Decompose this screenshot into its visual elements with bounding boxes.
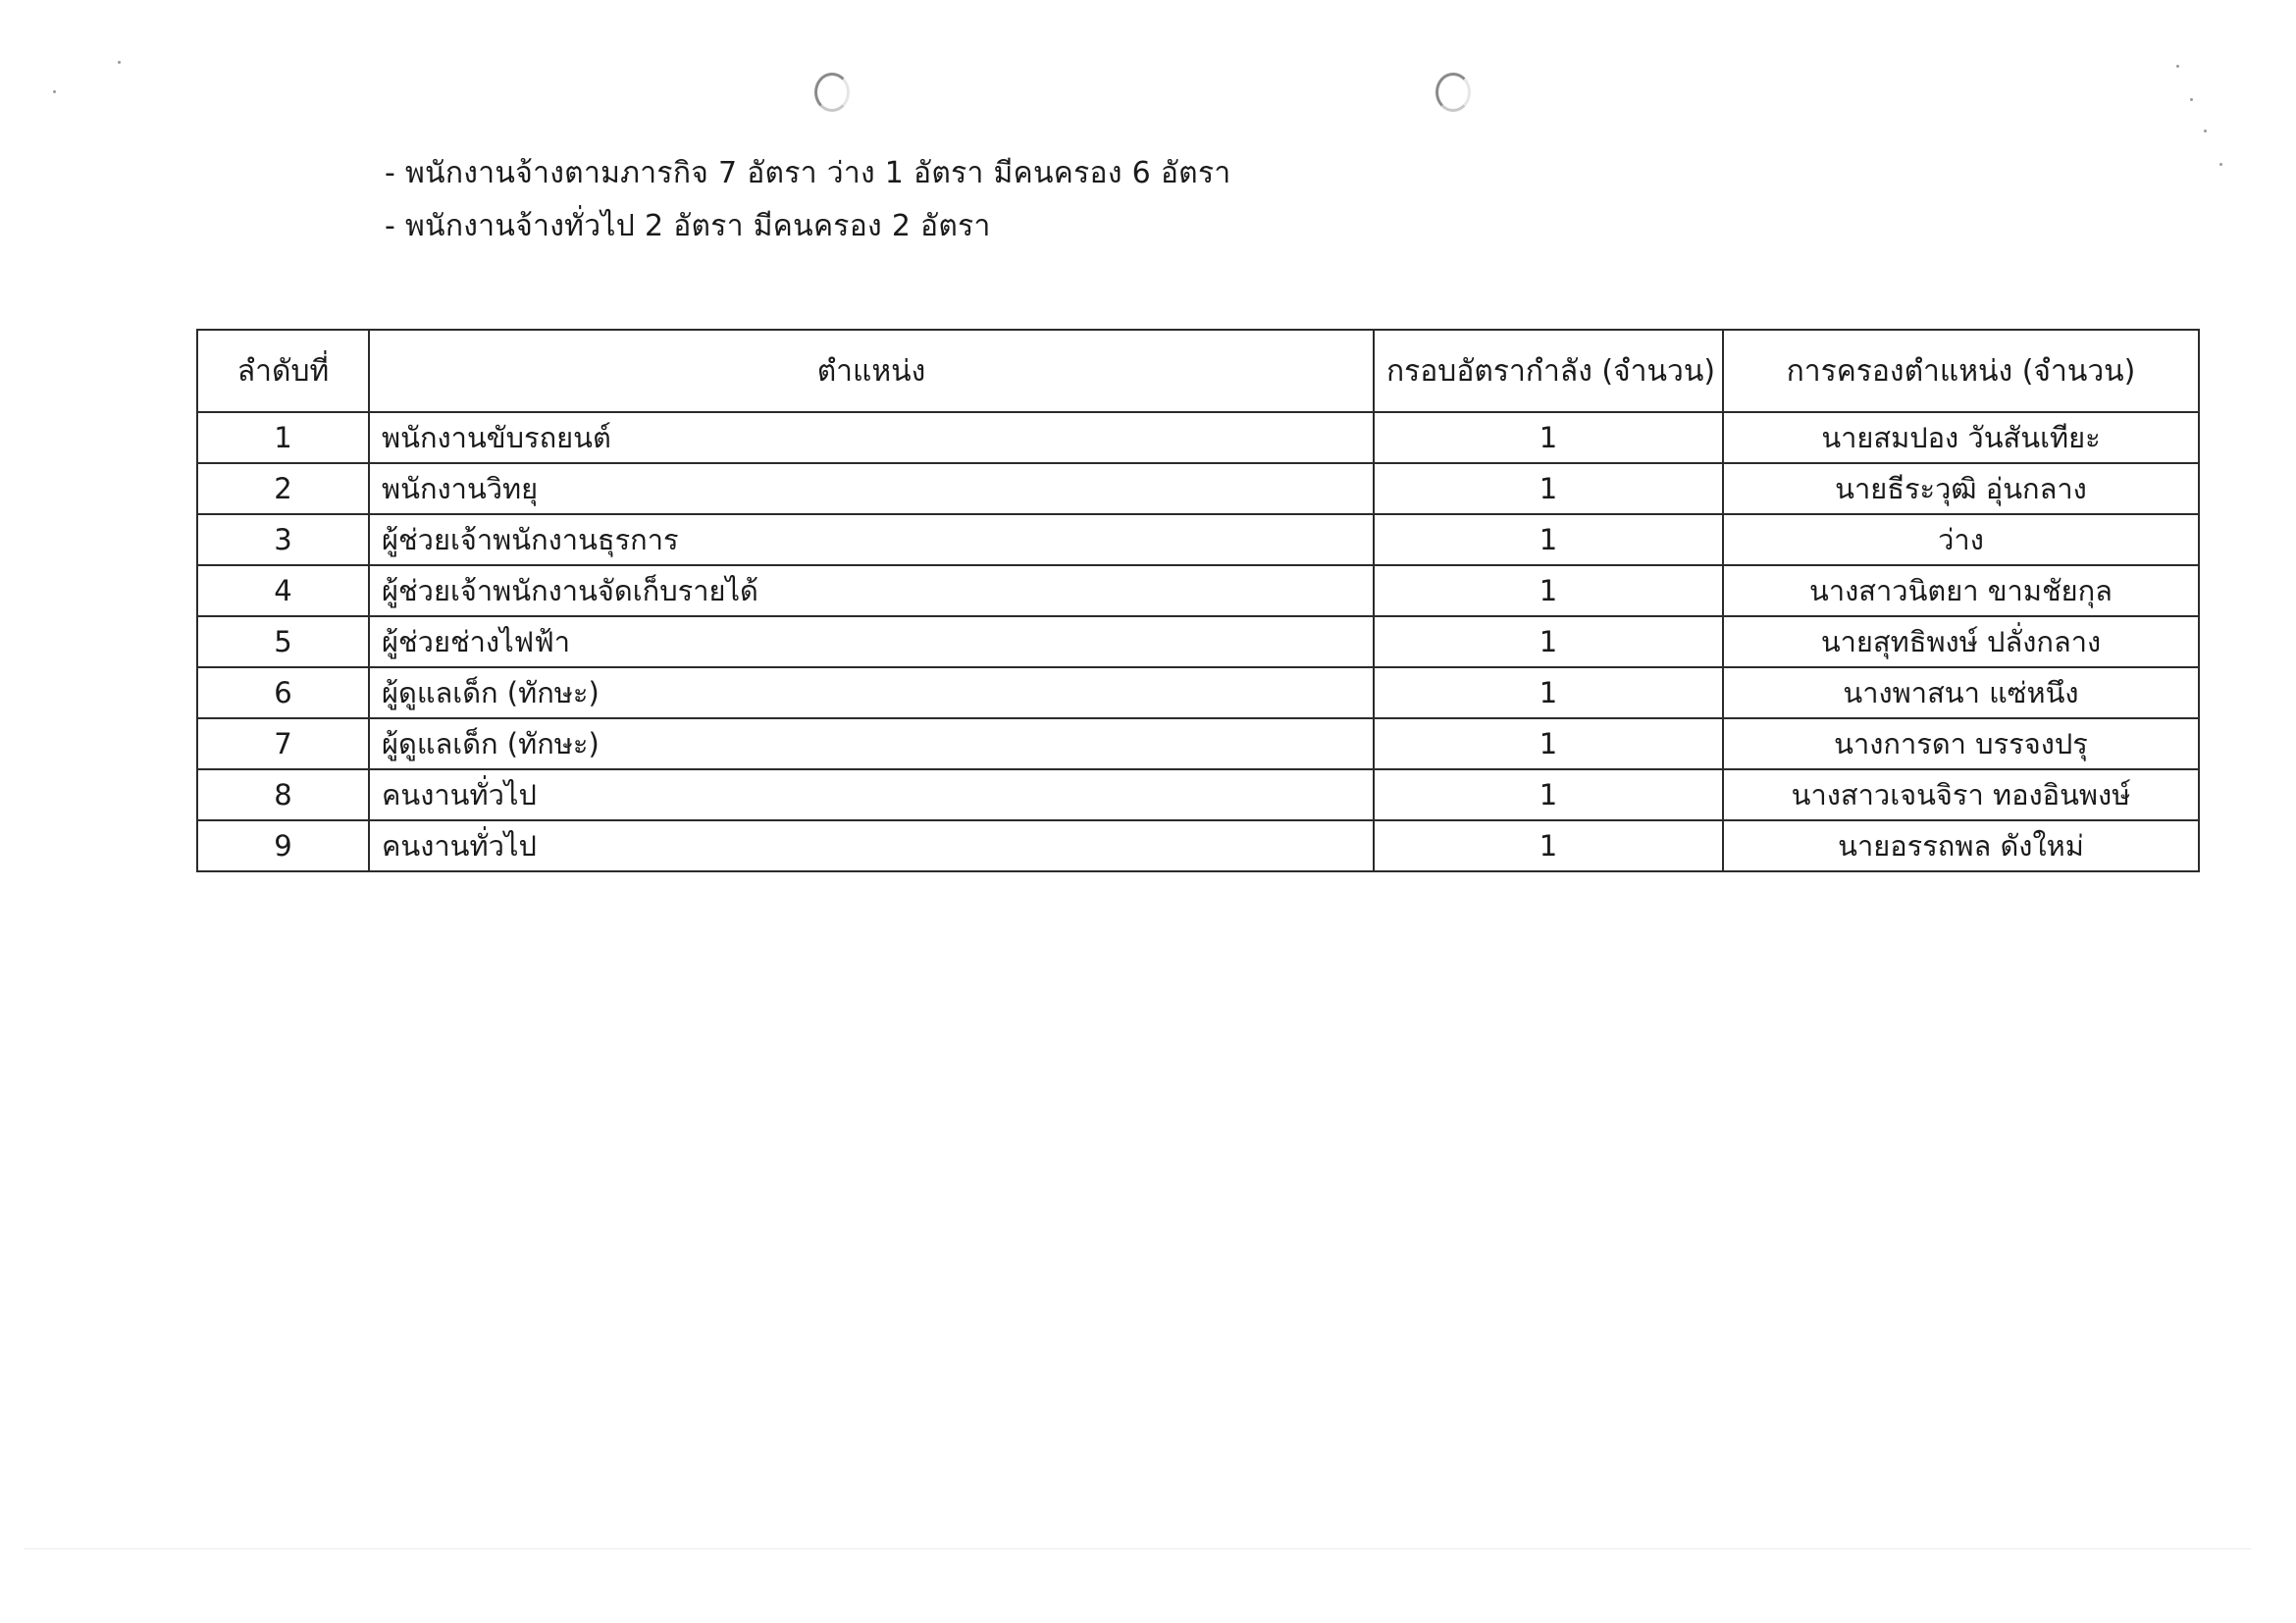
cell-no: 4: [197, 565, 369, 616]
header-no: ลำดับที่: [197, 330, 369, 412]
table-row: [197, 514, 2199, 565]
cell-holder: นายธีระวุฒิ อุ่นกลาง: [1723, 463, 2199, 514]
header-holder: การครองตำแหน่ง (จำนวน): [1723, 330, 2199, 412]
cell-holder: นายสมปอง วันสันเทียะ: [1723, 412, 2199, 463]
cell-quota: 1: [1374, 412, 1723, 463]
cell-no: 6: [197, 667, 369, 718]
scan-speck: [2176, 65, 2179, 68]
summary-line-mission-staff: - พนักงานจ้างตามภารกิจ 7 อัตรา ว่าง 1 อัตรา มีคนครอง 6 อัตรา: [385, 156, 1231, 190]
header-position: ตำแหน่ง: [369, 330, 1374, 412]
cell-position: ผู้ช่วยเจ้าพนักงานธุรการ: [369, 514, 1374, 565]
scan-speck: [2190, 98, 2193, 101]
cell-no: 8: [197, 769, 369, 820]
table-row: [197, 565, 2199, 616]
cell-quota: 1: [1374, 769, 1723, 820]
table-row: [197, 463, 2199, 514]
cell-quota: 1: [1374, 565, 1723, 616]
cell-position: คนงานทั่วไป: [369, 820, 1374, 871]
cell-quota: 1: [1374, 667, 1723, 718]
cell-holder: นายอรรถพล ดังใหม่: [1723, 820, 2199, 871]
cell-position: ผู้ดูแลเด็ก (ทักษะ): [369, 667, 1374, 718]
cell-no: 1: [197, 412, 369, 463]
table-row: [197, 718, 2199, 769]
scan-speck: [2219, 163, 2222, 166]
table-header-row: [197, 330, 2199, 412]
staff-summary: [385, 147, 1231, 253]
table-row: [197, 616, 2199, 667]
cell-no: 5: [197, 616, 369, 667]
cell-no: 9: [197, 820, 369, 871]
summary-line-general-staff: - พนักงานจ้างทั่วไป 2 อัตรา มีคนครอง 2 อัตรา: [385, 209, 991, 243]
cell-holder: นางสาวนิตยา ขามชัยกุล: [1723, 565, 2199, 616]
table-row: [197, 667, 2199, 718]
cell-no: 2: [197, 463, 369, 514]
cell-holder: นางพาสนา แซ่หนึง: [1723, 667, 2199, 718]
cell-holder: นายสุทธิพงษ์ ปลั่งกลาง: [1723, 616, 2199, 667]
table-row: [197, 769, 2199, 820]
cell-holder: นางสาวเจนจิรา ทองอินพงษ์: [1723, 769, 2199, 820]
cell-quota: 1: [1374, 514, 1723, 565]
cell-no: 3: [197, 514, 369, 565]
cell-position: ผู้ช่วยช่างไฟฟ้า: [369, 616, 1374, 667]
table-row: [197, 820, 2199, 871]
cell-quota: 1: [1374, 463, 1723, 514]
cell-quota: 1: [1374, 718, 1723, 769]
scan-speck: [118, 61, 121, 64]
cell-position: คนงานทั่วไป: [369, 769, 1374, 820]
cell-position: พนักงานขับรถยนต์: [369, 412, 1374, 463]
cell-holder: ว่าง: [1723, 514, 2199, 565]
scan-speck: [2204, 130, 2207, 132]
table-row: [197, 412, 2199, 463]
cell-holder: นางการดา บรรจงปรุ: [1723, 718, 2199, 769]
scan-speck: [53, 90, 56, 93]
cell-position: พนักงานวิทยุ: [369, 463, 1374, 514]
scan-edge-line: [24, 1548, 2251, 1549]
punch-hole-right: [1435, 73, 1471, 112]
positions-table: [196, 329, 2200, 872]
header-quota: กรอบอัตรากำลัง (จำนวน): [1374, 330, 1723, 412]
cell-no: 7: [197, 718, 369, 769]
cell-position: ผู้ช่วยเจ้าพนักงานจัดเก็บรายได้: [369, 565, 1374, 616]
cell-quota: 1: [1374, 820, 1723, 871]
cell-position: ผู้ดูแลเด็ก (ทักษะ): [369, 718, 1374, 769]
cell-quota: 1: [1374, 616, 1723, 667]
punch-hole-left: [814, 73, 850, 112]
